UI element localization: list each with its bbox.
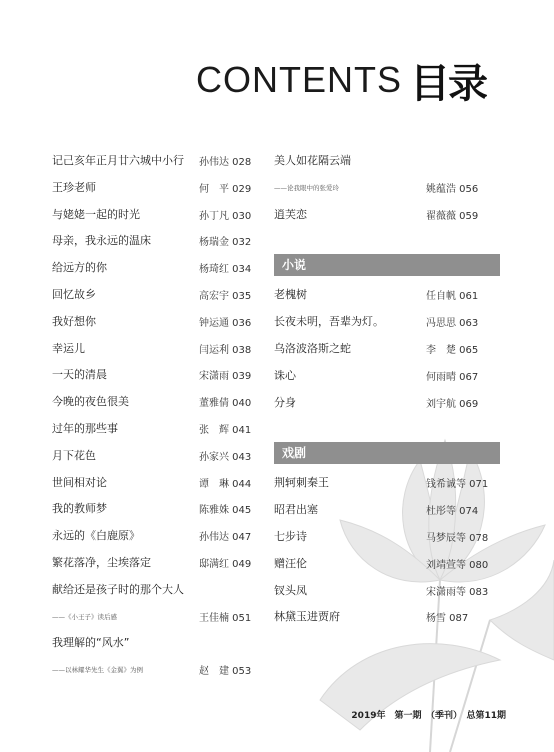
entry-author-page: 邸满红 049: [199, 558, 252, 570]
toc-entry[interactable]: [52, 282, 252, 309]
entry-title: 诛心: [274, 368, 296, 382]
toc-entry-subtitle[interactable]: [52, 657, 252, 684]
entry-title: 永远的《白鹿原》: [52, 529, 140, 543]
entry-title: 赠汪伦: [274, 556, 307, 570]
section-header-drama: 戏剧: [274, 442, 500, 464]
entry-subtitle: ——《小王子》读后感: [52, 612, 117, 621]
toc-entry[interactable]: [274, 202, 500, 229]
toc-entry-subtitle[interactable]: [52, 604, 252, 631]
entry-author-page: 杜彤等 074: [426, 506, 479, 518]
toc-entry[interactable]: [52, 255, 252, 282]
contents-header: [196, 58, 486, 107]
toc-entry[interactable]: [52, 577, 252, 604]
toc-entry[interactable]: [52, 148, 252, 175]
entry-title: 林黛玉进贾府: [274, 610, 340, 624]
entry-title: 钗头凤: [274, 583, 307, 597]
toc-entry[interactable]: [274, 551, 500, 578]
entry-author-page: 孙丁凡 030: [199, 210, 252, 222]
entry-title: 今晚的夜色很美: [52, 395, 129, 409]
toc-entry[interactable]: [52, 630, 252, 657]
entry-title: 我好想你: [52, 314, 96, 328]
entry-title: 美人如花隔云端: [274, 154, 351, 167]
contents-title-cn: 目录: [410, 60, 486, 107]
toc-entry[interactable]: [52, 523, 252, 550]
contents-title-en: CONTENTS: [196, 59, 402, 100]
toc-entry[interactable]: [52, 336, 252, 363]
entry-author-page: 孙伟达 047: [199, 532, 252, 544]
entry-title: 昭君出塞: [274, 503, 318, 517]
toc-entry[interactable]: [52, 470, 252, 497]
entry-author-page: 高宏宇 035: [199, 290, 252, 302]
entry-subtitle: ——论我眼中的张爱玲: [274, 183, 339, 192]
entry-author-page: 翟薇薇 059: [426, 210, 479, 222]
entry-title: 过年的那些事: [52, 421, 118, 435]
entry-title: 我理解的“风水”: [52, 636, 130, 650]
toc-entry[interactable]: [274, 604, 500, 631]
entry-author-page: 冯思思 063: [426, 318, 479, 330]
right-column: [274, 148, 500, 631]
entry-author-page: 董雅倩 040: [199, 398, 252, 410]
toc-entry[interactable]: [274, 578, 500, 605]
entry-title: 长夜未明，吾辈为灯。: [274, 315, 384, 329]
entry-author-page: 刘宇航 069: [426, 398, 479, 410]
entry-author-page: 宋潇雨等 083: [426, 586, 489, 598]
toc-entry[interactable]: [52, 175, 252, 202]
entry-author-page: 任自帆 061: [426, 291, 479, 303]
entry-title: 荆轲刺秦王: [274, 476, 329, 490]
toc-entry[interactable]: [274, 470, 500, 497]
toc-entry[interactable]: [274, 148, 500, 175]
entry-author-page: 赵 建 053: [199, 666, 252, 678]
entry-title: 分身: [274, 395, 296, 409]
entry-author-page: 孙家兴 043: [199, 451, 252, 463]
entry-title: 回忆故乡: [52, 287, 96, 301]
entry-author-page: 姚蕴浩 056: [426, 183, 479, 195]
entry-title: 一天的清晨: [52, 368, 107, 382]
entry-subtitle: ——以林耀华先生《金翼》为例: [52, 666, 143, 675]
entry-author-page: 张 辉 041: [199, 424, 252, 436]
entry-author-page: 杨琦红 034: [199, 264, 252, 276]
toc-entry[interactable]: [52, 550, 252, 577]
entry-author-page: 钟运通 036: [199, 317, 252, 329]
toc-entry[interactable]: [52, 496, 252, 523]
toc-entry[interactable]: [52, 228, 252, 255]
left-column: [52, 148, 252, 684]
entry-title: 繁花落净，尘埃落定: [52, 555, 151, 569]
entry-title: 老槐树: [274, 288, 307, 302]
entry-author-page: 何 平 029: [199, 183, 252, 195]
toc-entry[interactable]: [274, 363, 500, 390]
entry-author-page: 马梦辰等 078: [426, 532, 489, 544]
toc-entry[interactable]: [274, 524, 500, 551]
entry-author-page: 杨瑞金 032: [199, 237, 252, 249]
entry-author-page: 闫运利 038: [199, 344, 252, 356]
entry-author-page: 何雨晴 067: [426, 371, 479, 383]
entry-title: 逍芙恋: [274, 207, 307, 221]
entry-author-page: 刘靖萱等 080: [426, 559, 489, 571]
toc-entry-subtitle[interactable]: [274, 175, 500, 202]
entry-author-page: 王佳楠 051: [199, 612, 252, 624]
toc-entry[interactable]: [52, 416, 252, 443]
toc-entry[interactable]: [274, 336, 500, 363]
entry-title: 与姥姥一起的时光: [52, 207, 140, 221]
entry-author-page: 陈雅姝 045: [199, 505, 252, 517]
entry-title: 幸运儿: [52, 341, 85, 355]
toc-entry[interactable]: [52, 389, 252, 416]
issue-footer: 2019年 第一期 （季刊） 总第11期: [351, 711, 506, 721]
entry-author-page: 宋潇雨 039: [199, 371, 252, 383]
section-header-novel: 小说: [274, 254, 500, 276]
entry-title: 七步诗: [274, 529, 307, 543]
entry-title: 记己亥年正月廿六城中小行: [52, 154, 184, 167]
entry-author-page: 杨雪 087: [426, 613, 469, 625]
toc-entry[interactable]: [274, 309, 500, 336]
entry-title: 王珍老师: [52, 180, 96, 194]
entry-author-page: 孙伟达 028: [199, 157, 252, 168]
entry-title: 母亲，我永远的温床: [52, 234, 151, 248]
toc-entry[interactable]: [52, 362, 252, 389]
toc-entry[interactable]: [52, 443, 252, 470]
toc-entry[interactable]: [52, 202, 252, 229]
entry-title: 月下花色: [52, 448, 96, 462]
toc-entry[interactable]: [274, 282, 500, 309]
entry-author-page: 谭 琳 044: [199, 478, 252, 490]
entry-author-page: 李 楚 065: [426, 344, 479, 356]
entry-author-page: 钱希诚等 071: [426, 479, 489, 491]
entry-title: 献给还是孩子时的那个大人: [52, 582, 184, 596]
toc-entry[interactable]: [274, 390, 500, 417]
toc-entry[interactable]: [274, 497, 500, 524]
entry-title: 给远方的你: [52, 261, 107, 275]
entry-title: 世间相对论: [52, 475, 107, 489]
entry-title: 我的教师梦: [52, 502, 107, 516]
toc-entry[interactable]: [52, 309, 252, 336]
entry-title: 乌洛波洛斯之蛇: [274, 341, 351, 355]
